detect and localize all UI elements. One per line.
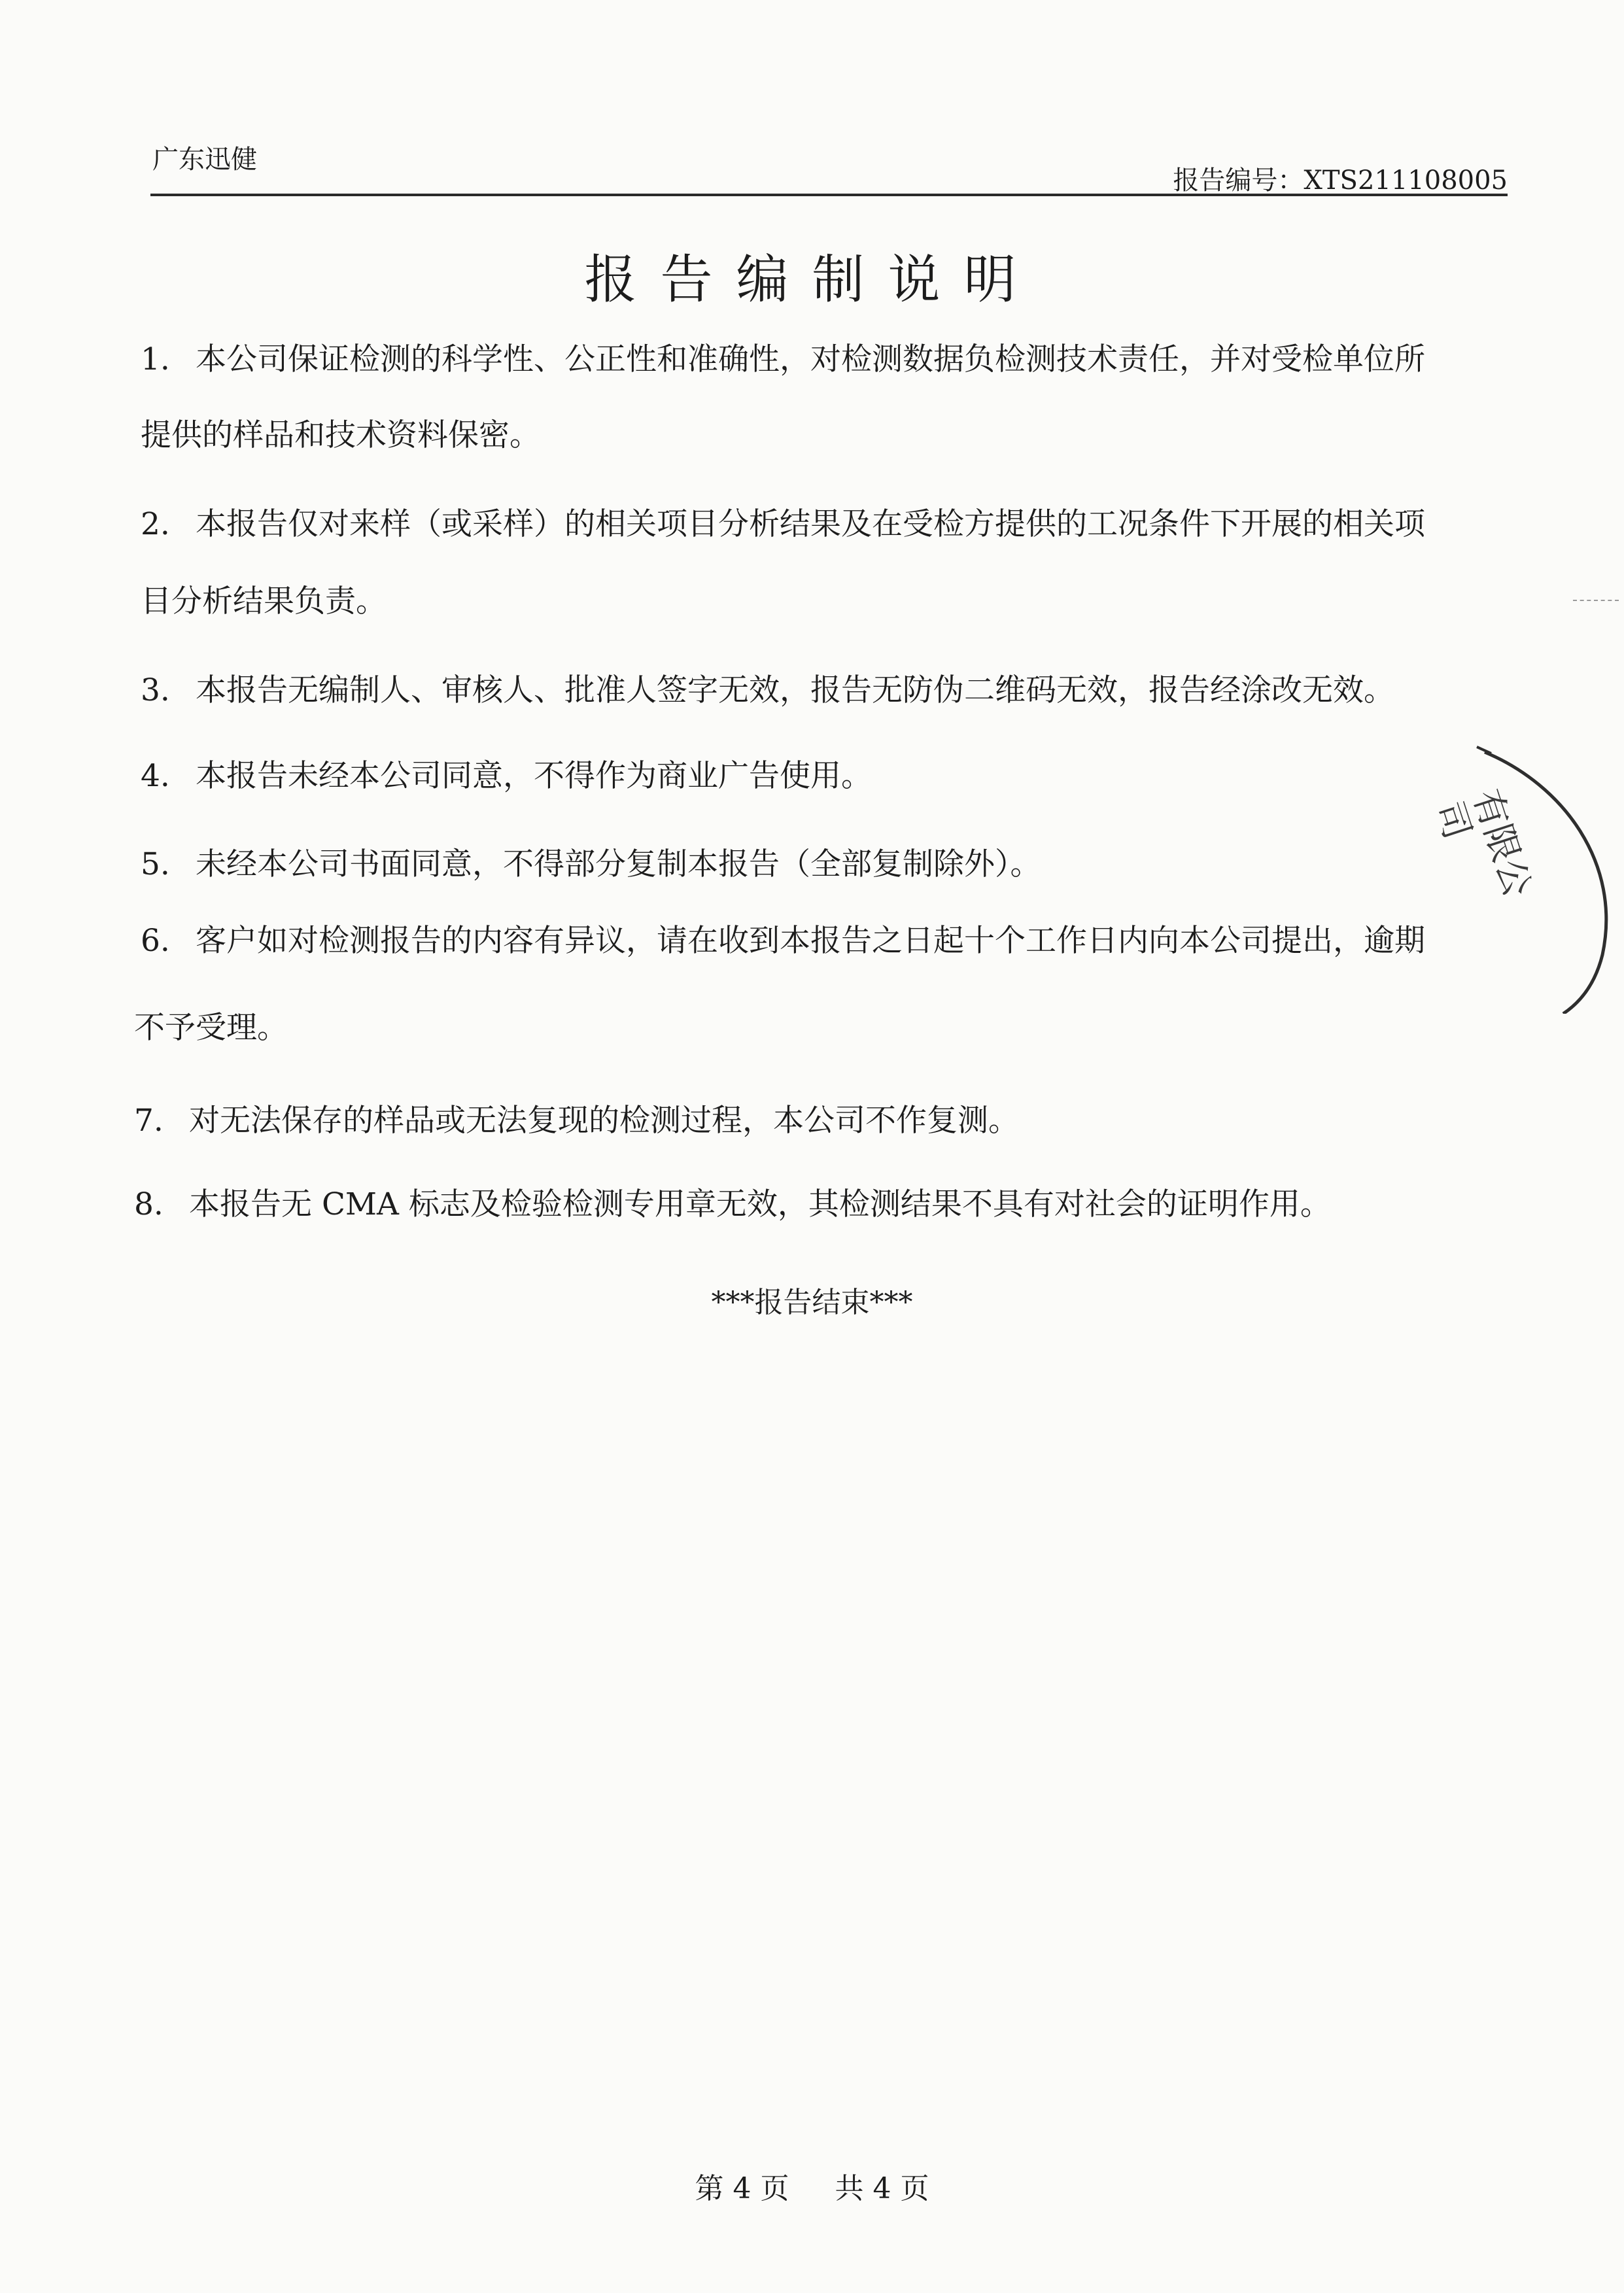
- edge-mark: [1573, 600, 1619, 601]
- note-item-1: [141, 339, 1425, 381]
- header-rule: [150, 194, 1508, 196]
- note-number: 3.: [141, 672, 170, 708]
- note-text: 未经本公司书面同意，不得部分复制本报告（全部复制除外）。: [196, 846, 1041, 882]
- note-number: 1.: [141, 341, 170, 377]
- note-item-8: [134, 1184, 1331, 1226]
- note-number: 2.: [141, 506, 170, 542]
- note-text: 客户如对检测报告的内容有异议，请在收到本报告之日起十个工作日内向本公司提出，逾期: [196, 923, 1425, 959]
- note-item-2-cont: 目分析结果负责。: [141, 583, 387, 619]
- note-text: 本报告未经本公司同意，不得作为商业广告使用。: [196, 758, 872, 794]
- note-text: 对无法保存的样品或无法复现的检测过程，本公司不作复测。: [189, 1103, 1019, 1139]
- note-item-7: [134, 1100, 1019, 1142]
- page-number: 第 4 页: [695, 2172, 789, 2205]
- note-item-1-cont: 提供的样品和技术资料保密。: [141, 417, 540, 453]
- company-header: 广东迅健: [152, 145, 257, 175]
- note-item-4: [141, 755, 872, 797]
- note-item-5: [141, 844, 1041, 886]
- page-footer: [0, 2169, 1624, 2209]
- note-item-2: [141, 504, 1425, 545]
- page-total: 共 4 页: [835, 2172, 929, 2205]
- company-seal-text: 有限公司: [1426, 784, 1539, 902]
- note-text: 本报告无编制人、审核人、批准人签字无效，报告无防伪二维码无效，报告经涂改无效。: [196, 672, 1394, 708]
- note-number: 6.: [141, 923, 170, 959]
- note-item-6-cont: 不予受理。: [134, 1010, 288, 1046]
- note-item-6: [141, 920, 1425, 962]
- report-end-mark: ***报告结束***: [711, 1286, 913, 1319]
- note-text: 本报告仅对来样（或采样）的相关项目分析结果及在受检方提供的工况条件下开展的相关项: [196, 506, 1425, 542]
- report-number: 报告编号：XTS211108005: [1173, 165, 1508, 196]
- note-number: 8.: [134, 1186, 164, 1222]
- note-number: 4.: [141, 758, 170, 794]
- note-text: 本公司保证检测的科学性、公正性和准确性，对检测数据负检测技术责任，并对受检单位所: [196, 341, 1425, 377]
- note-number: 7.: [134, 1103, 164, 1139]
- note-item-3: [141, 670, 1394, 712]
- page-title: 报告编制说明: [584, 249, 1040, 310]
- note-text: 本报告无 CMA 标志及检验检测专用章无效，其检测结果不具有对社会的证明作用。: [189, 1186, 1331, 1222]
- note-number: 5.: [141, 846, 170, 882]
